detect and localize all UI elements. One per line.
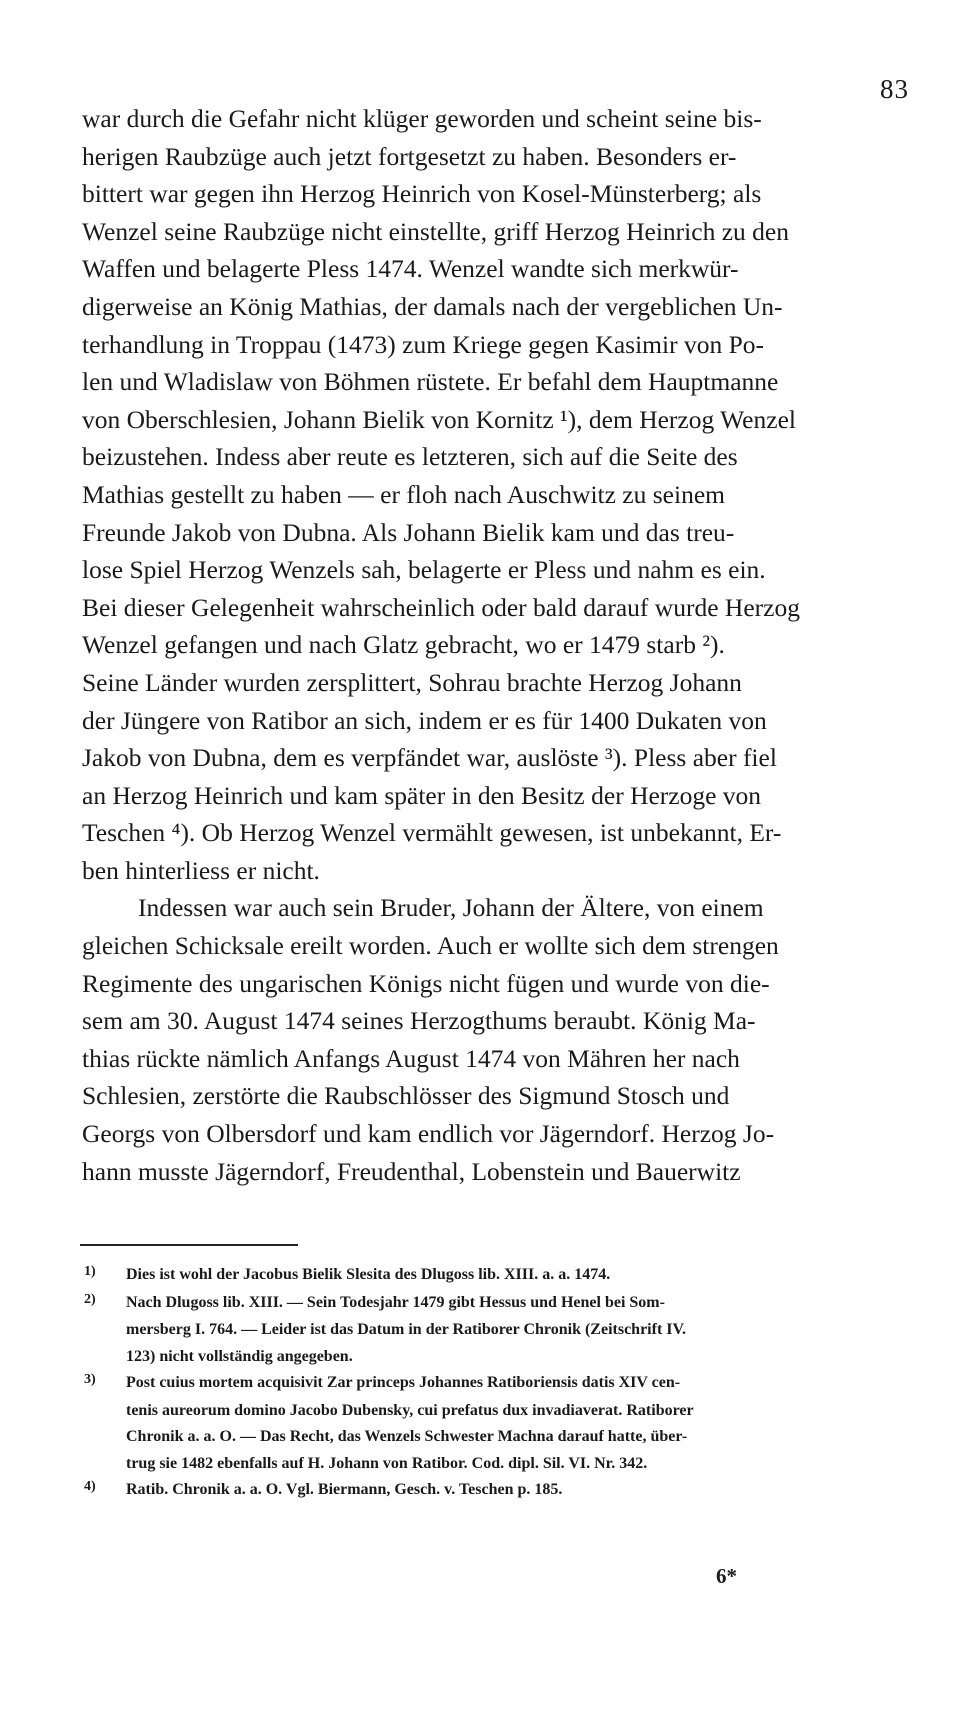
footnote-text: trug sie 1482 ebenfalls auf H. Johann von Ratibor. Cod. dipl. Sil. VI. Nr. 342. [126,1454,648,1472]
paragraph-2 [82,889,902,1190]
footnote-1 [84,1262,904,1290]
text-line: Waffen und belagerte Pless 1474. Wenzel wandte sich merkwür- [82,254,739,284]
signature-mark: 6* [716,1564,737,1588]
footnote-text: Dies ist wohl der Jacobus Bielik Slesita des Dlugoss lib. XIII. a. a. 1474. [126,1266,611,1283]
footnote-3 [84,1370,904,1477]
text-line: war durch die Gefahr nicht klüger geworden und scheint seine bis- [82,104,762,133]
text-line: Teschen ⁴). Ob Herzog Wenzel vermählt gewesen, ist unbekannt, Er- [82,818,782,848]
footnote-divider [80,1244,298,1246]
footnotes [84,1262,904,1505]
page-number: 83 [880,74,909,104]
text-line: digerweise an König Mathias, der damals nach der vergeblichen Un- [82,291,783,321]
text-line: Mathias gestellt zu haben — er floh nach Auschwitz zu seinem [82,479,725,509]
footnote-text: 123) nicht vollständig angegeben. [126,1347,353,1365]
text-line: Georgs von Olbersdorf und kam endlich vor Jägerndorf. Herzog Jo- [82,1119,775,1149]
text-line: thias rückte nämlich Anfangs August 1474 von Mähren her nach [82,1043,740,1073]
footnote-2 [84,1290,904,1371]
footnote-4 [84,1477,904,1505]
text-line: der Jüngere von Ratibor an sich, indem er es für 1400 Dukaten von [82,705,767,735]
text-line: bittert war gegen ihn Herzog Heinrich von Kosel-Münsterberg; als [82,179,762,209]
text-line: beizustehen. Indess aber reute es letzteren, sich auf die Seite des [82,442,738,472]
text-line: Wenzel gefangen und nach Glatz gebracht, wo er 1479 starb ²). [82,630,725,660]
text-line: Jakob von Dubna, dem es verpfändet war, auslöste ³). Pless aber fiel [82,743,777,773]
text-line: Regimente des ungarischen Königs nicht fügen und wurde von die- [82,968,770,998]
text-line: Bei dieser Gelegenheit wahrscheinlich oder bald darauf wurde Herzog [82,592,800,622]
text-line: Seine Länder wurden zersplittert, Sohrau brachte Herzog Johann [82,667,742,697]
text-line: Schlesien, zerstörte die Raubschlösser des Sigmund Stosch und [82,1081,730,1111]
text-line: Freunde Jakob von Dubna. Als Johann Bielik kam und das treu- [82,517,735,547]
text-line: lose Spiel Herzog Wenzels sah, belagerte er Pless und nahm es ein. [82,555,766,585]
text-line: ben hinterliess er nicht. [82,855,320,885]
footnote-text: Chronik a. a. O. — Das Recht, das Wenzels Schwester Machna darauf hatte, über- [126,1428,688,1445]
text-line: len und Wladislaw von Böhmen rüstete. Er befahl dem Hauptmanne [82,367,779,397]
footnote-text: Nach Dlugoss lib. XIII. — Sein Todesjahr 1479 gibt Hessus und Henel bei Som- [126,1293,665,1311]
text-line: Wenzel seine Raubzüge nicht einstellte, griff Herzog Heinrich zu den [82,216,789,246]
footnote-text: Post cuius mortem acquisivit Zar princeps Johannes Ratiboriensis datis XIV cen- [126,1374,681,1391]
text-line: an Herzog Heinrich und kam später in den Besitz der Herzoge von [82,780,762,810]
paragraph-1 [82,100,902,889]
footnote-text: mersberg I. 764. — Leider ist das Datum in der Ratiborer Chronik (Zeitschrift IV. [126,1321,686,1338]
text-line: sem am 30. August 1474 seines Herzogthums beraubt. König Ma- [82,1006,756,1036]
footnote-mark: 2) [84,1291,96,1307]
footnote-text: Ratib. Chronik a. a. O. Vgl. Biermann, Gesch. v. Teschen p. 185. [126,1481,563,1498]
footnote-mark: 4) [84,1479,96,1494]
text-line: gleichen Schicksale ereilt worden. Auch er wollte sich dem strengen [82,931,779,961]
footnote-mark: 3) [84,1372,96,1387]
text-line: Indessen war auch sein Bruder, Johann der Ältere, von einem [138,893,764,923]
text-line: terhandlung in Troppau (1473) zum Kriege gegen Kasimir von Po- [82,329,765,359]
text-line: herigen Raubzüge auch jetzt fortgesetzt zu haben. Besonders er- [82,141,737,171]
text-line: hann musste Jägerndorf, Freudenthal, Lobenstein und Bauerwitz [82,1156,741,1186]
footnote-text: tenis aureorum domino Jacobo Dubensky, cui prefatus dux invadiaverat. Ratiborer [126,1401,694,1419]
body-text [82,100,902,1190]
text-line: von Oberschlesien, Johann Bielik von Kornitz ¹), dem Herzog Wenzel [82,404,796,434]
footnote-mark: 1) [84,1264,96,1279]
